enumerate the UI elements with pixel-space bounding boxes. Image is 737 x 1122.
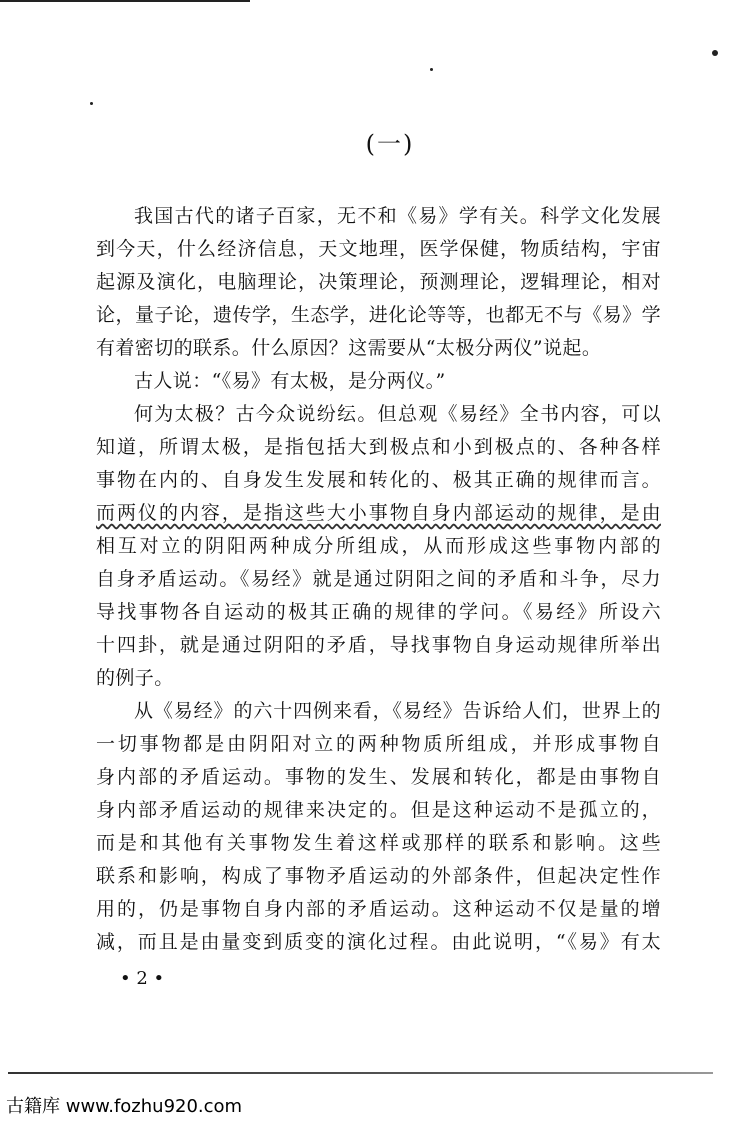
page-number: • 2 • (120, 968, 165, 989)
text-line: 身内部的矛盾运动。事物的发生、发展和转化，都是由事物自 (96, 766, 661, 788)
text-line: 事物在内的、自身发生发展和转化的、极其正确的规律而言。 (96, 469, 661, 491)
text-line: 身内部矛盾运动的规律来决定的。但是这种运动不是孤立的， (96, 799, 661, 821)
body-text (96, 200, 661, 959)
scan-speck (712, 50, 718, 56)
text-line: 一切事物都是由阴阳对立的两种物质所组成，并形成事物自 (96, 733, 661, 755)
text-line: 论，量子论，遗传学，生态学，进化论等等，也都无不与《易》学 (96, 304, 661, 326)
text-line: 用的，仍是事物自身内部的矛盾运动。这种运动不仅是量的增 (96, 898, 661, 920)
text-line: 有着密切的联系。什么原因？这需要从“太极分两仪”说起。 (96, 337, 602, 359)
text-line: 联系和影响，构成了事物矛盾运动的外部条件，但起决定性作 (96, 865, 661, 887)
text-line: 而两仪的内容，是指这些大小事物自身内部运动的规律，是由 (96, 502, 661, 524)
text-line: 十四卦，就是通过阴阳的矛盾，导找事物自身运动规律所举出 (96, 634, 661, 656)
text-line: 减，而且是由量变到质变的演化过程。由此说明，“《易》有太 (96, 931, 661, 953)
top-edge-rule (0, 0, 250, 2)
scan-speck (430, 68, 433, 71)
section-heading: (一) (365, 130, 415, 158)
text-line: 而是和其他有关事物发生着这样或那样的联系和影响。这些 (96, 832, 661, 854)
text-line: 自身矛盾运动。《易经》就是通过阴阳之间的矛盾和斗争，尽力 (96, 568, 661, 590)
bottom-edge-rule (8, 1072, 713, 1074)
site-watermark: 古籍库 www.fozhu920.com (6, 1096, 243, 1117)
text-line: 的例子。 (96, 667, 174, 689)
scan-speck (90, 102, 93, 105)
text-line: 我国古代的诸子百家，无不和《易》学有关。科学文化发展 (134, 205, 661, 227)
text-line: 导找事物各自运动的极其正确的规律的学问。《易经》所设六 (96, 601, 661, 623)
text-line: 起源及演化，电脑理论，决策理论，预测理论，逻辑理论，相对 (96, 271, 661, 293)
text-line: 古人说：“《易》有太极，是分两仪。” (134, 370, 446, 392)
text-line: 知道，所谓太极，是指包括大到极点和小到极点的、各种各样 (96, 436, 661, 458)
text-line: 从《易经》的六十四例来看，《易经》告诉给人们，世界上的 (134, 700, 661, 722)
text-line: 何为太极？古今众说纷纭。但总观《易经》全书内容，可以 (134, 403, 661, 425)
text-line: 到今天，什么经济信息，天文地理，医学保健，物质结构，宇宙 (96, 238, 661, 260)
text-line: 相互对立的阴阳两种成分所组成，从而形成这些事物内部的 (96, 535, 661, 557)
